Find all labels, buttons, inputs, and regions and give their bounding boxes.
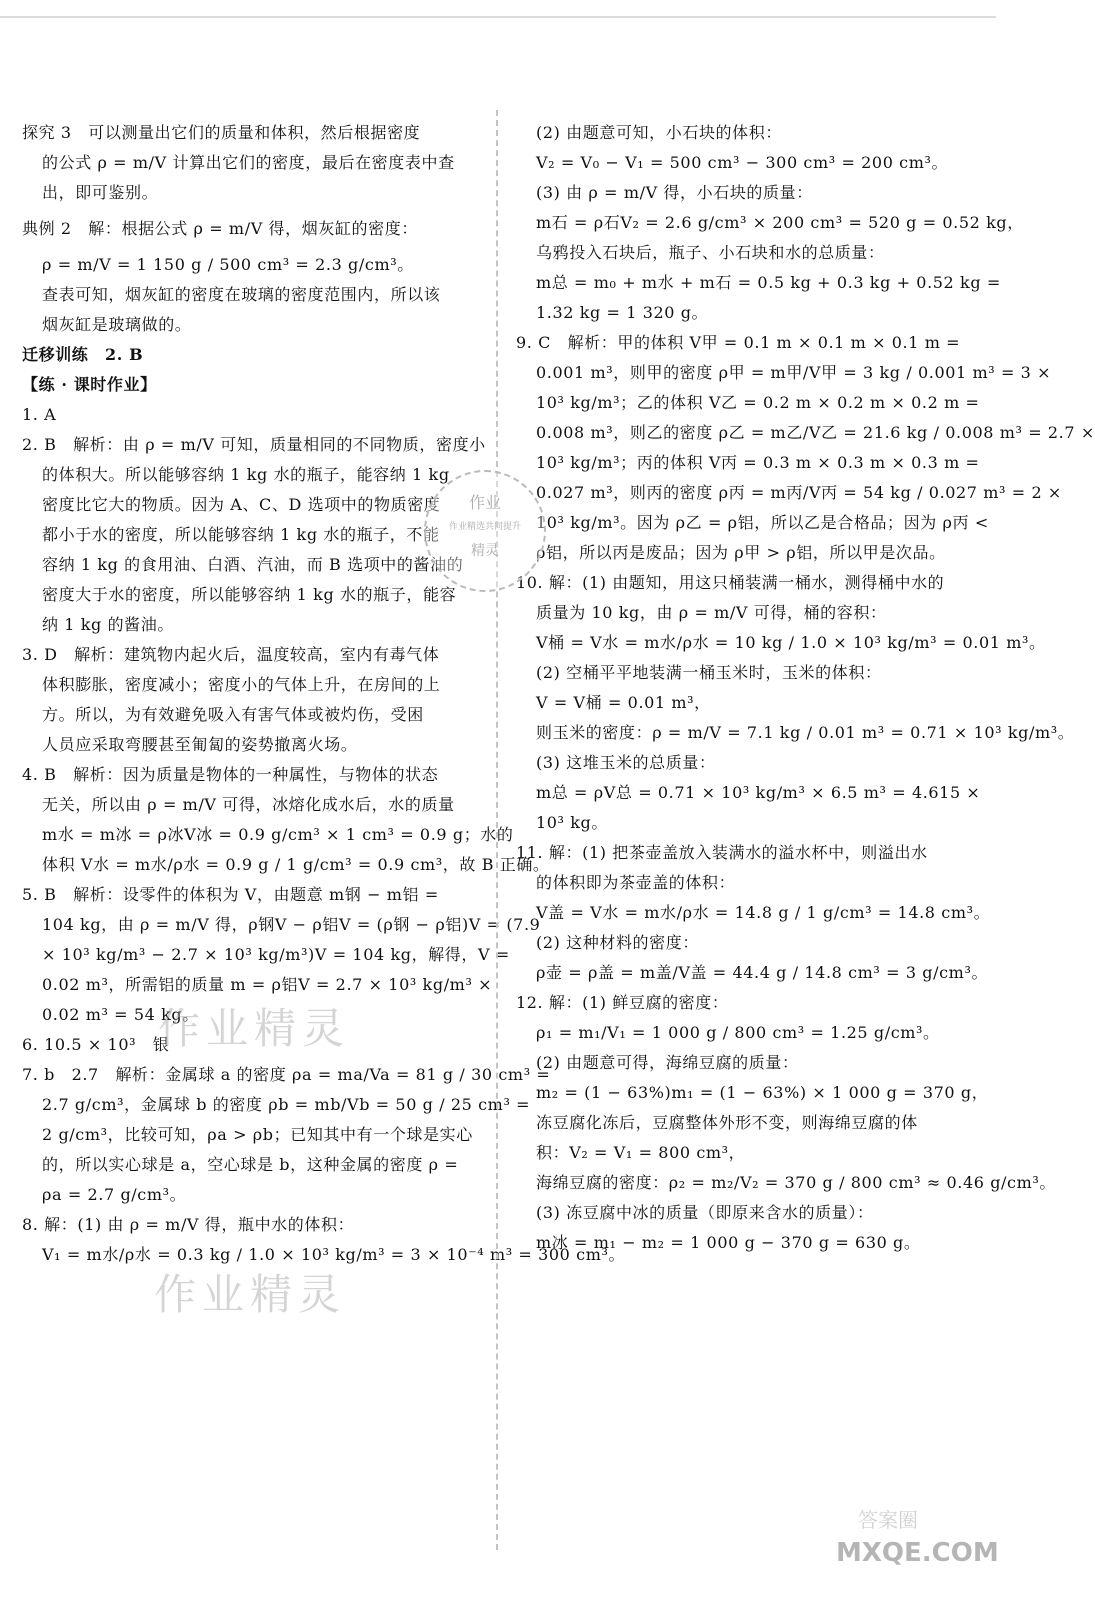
text-line: ρ₁ = m₁/V₁ = 1 000 g / 800 cm³ = 1.25 g/cm³。 [536,1023,940,1042]
text-line: (2) 由题意可得，海绵豆腐的质量： [536,1053,799,1072]
text-line: m总 = m₀ + m水 + m石 = 0.5 kg + 0.3 kg + 0.52 kg = [536,273,1001,292]
text-line: 10³ kg/m³。因为 ρ乙 = ρ铝，所以乙是合格品；因为 ρ丙 < [536,513,989,532]
text-line: 则玉米的密度：ρ = m/V = 7.1 kg / 0.01 m³ = 0.71 × 10³ kg/m³。 [536,723,1075,742]
text-line: m水 = m冰 = ρ冰V冰 = 0.9 g/cm³ × 1 cm³ = 0.9 g；水的 [42,825,514,844]
text-line: 0.008 m³，则乙的密度 ρ乙 = m乙/V乙 = 21.6 kg / 0.008 m³ = 2.7 × [536,423,1095,442]
text-line: 海绵豆腐的密度：ρ₂ = m₂/V₂ = 370 g / 800 cm³ ≈ 0.46 g/cm³。 [536,1173,1056,1192]
text-line: (3) 冻豆腐中冰的质量（即原来含水的质量）： [536,1203,874,1222]
text-line: 的体积即为茶壶盖的体积： [536,873,736,892]
text-line: 典例 2 解：根据公式 ρ = m/V 得，烟灰缸的密度： [22,219,418,238]
text-line: ρ壶 = ρ盖 = m盖/V盖 = 44.4 g / 14.8 cm³ = 3 g/cm³。 [536,963,989,982]
text-line: 质量为 10 kg，由 ρ = m/V 可得，桶的容积： [536,603,887,622]
text-line: 10³ kg。 [536,813,608,832]
text-line: (2) 由题意可知，小石块的体积： [536,123,782,142]
section-heading: 迁移训练 2. B [22,345,144,364]
text-line: V₁ = m水/ρ水 = 0.3 kg / 1.0 × 10³ kg/m³ = 3 × 10⁻⁴ m³ = 300 cm³。 [42,1245,626,1264]
text-line: m₂ = (1 − 63%)m₁ = (1 − 63%) × 1 000 g = 370 g， [536,1083,989,1102]
text-line: 2 g/cm³，比较可知，ρa > ρb；已知其中有一个球是实心 [42,1125,473,1144]
text-line: m总 = ρV总 = 0.71 × 10³ kg/m³ × 6.5 m³ = 4.615 × [536,783,981,802]
text-line: 积：V₂ = V₁ = 800 cm³， [536,1143,746,1162]
text-line: 0.027 m³，则丙的密度 ρ丙 = m丙/V丙 = 54 kg / 0.027 m³ = 2 × [536,483,1062,502]
right-column [516,118,1095,1258]
text-line: 密度比它大的物质。因为 A、C、D 选项中的物质密度 [42,495,441,514]
text-line: 0.001 m³，则甲的密度 ρ甲 = m甲/V甲 = 3 kg / 0.001 m³ = 3 × [536,363,1052,382]
answer-item: 10. 解：(1) 由题知，用这只桶装满一桶水，测得桶中水的 [516,573,945,592]
text-line: V = V桶 = 0.01 m³， [536,693,711,712]
homework-stamp [424,470,546,592]
text-line: ρa = 2.7 g/cm³。 [42,1185,187,1204]
answer-item: 3. D 解析：建筑物内起火后，温度较高，室内有毒气体 [22,645,440,664]
stamp-footer: 精灵 [471,543,499,559]
text-line: 104 kg，由 ρ = m/V 得，ρ钢V − ρ铝V = (ρ钢 − ρ铝)V = (7.9 [42,915,541,934]
text-line: 方。所以，为有效避免吸入有害气体或被灼伤，受困 [42,705,424,724]
text-line: 无关，所以由 ρ = m/V 可得，冰熔化成水后，水的质量 [42,795,455,814]
text-line: V₂ = V₀ − V₁ = 500 cm³ − 300 cm³ = 200 cm³。 [536,153,949,172]
text-line: (3) 这堆玉米的总质量： [536,753,716,772]
text-line: 10³ kg/m³；丙的体积 V丙 = 0.3 m × 0.3 m × 0.3 m = [536,453,980,472]
text-line: 的公式 ρ = m/V 计算出它们的密度，最后在密度表中查 [42,153,455,172]
site-logo: MXQE.COM [836,1538,999,1568]
text-line: 烟灰缸是玻璃做的。 [42,315,192,334]
text-line: 0.02 m³ = 54 kg。 [42,1005,199,1024]
text-line: ρ = m/V = 1 150 g / 500 cm³ = 2.3 g/cm³。 [42,255,414,274]
text-line: m冰 = m₁ − m₂ = 1 000 g − 370 g = 630 g。 [536,1233,921,1252]
text-line: 0.02 m³，所需铝的质量 m = ρ铝V = 2.7 × 10³ kg/m³ × [42,975,493,994]
text-line: 2.7 g/cm³，金属球 b 的密度 ρb = mb/Vb = 50 g / 25 cm³ = [42,1095,531,1114]
text-line: 体积膨胀，密度减小；密度小的气体上升，在房间的上 [42,675,441,694]
text-line: 10³ kg/m³；乙的体积 V乙 = 0.2 m × 0.2 m × 0.2 m = [536,393,980,412]
answer-item: 4. B 解析：因为质量是物体的一种属性，与物体的状态 [22,765,439,784]
answer-item: 1. A [22,405,57,424]
answer-item: 2. B 解析：由 ρ = m/V 可知，质量相同的不同物质，密度小 [22,435,486,454]
text-line: 查表可知，烟灰缸的密度在玻璃的密度范围内，所以该 [42,285,441,304]
text-line: 乌鸦投入石块后，瓶子、小石块和水的总质量： [536,243,885,262]
answer-item: 7. b 2.7 解析：金属球 a 的密度 ρa = ma/Va = 81 g / 30 cm³ = [22,1065,551,1084]
text-line: 纳 1 kg 的酱油。 [42,615,174,634]
watermark-text: 作业精灵 [154,1270,347,1319]
text-line: × 10³ kg/m³ − 2.7 × 10³ kg/m³)V = 104 kg，解得，V = [42,945,510,964]
text-line: 探究 3 可以测量出它们的质量和体积，然后根据密度 [22,123,421,142]
answer-item: 9. C 解析：甲的体积 V甲 = 0.1 m × 0.1 m × 0.1 m = [516,333,961,352]
column-divider [496,110,498,1550]
text-line: 1.32 kg = 1 320 g。 [536,303,709,322]
section-heading: 【练 · 课时作业】 [22,375,157,394]
text-line: 密度大于水的密度，所以能够容纳 1 kg 水的瓶子，能容 [42,585,457,604]
stamp-slogan: 作业精选共同提升 [448,522,521,532]
text-line: 体积 V水 = m水/ρ水 = 0.9 g / 1 g/cm³ = 0.9 cm³，故 B 正确。 [42,855,550,874]
answer-item: 11. 解：(1) 把茶壶盖放入装满水的溢水杯中，则溢出水 [516,843,928,862]
answer-item: 6. 10.5 × 10³ 银 [22,1035,170,1054]
text-line: V盖 = V水 = m水/ρ水 = 14.8 g / 1 g/cm³ = 14.8 cm³。 [536,903,991,922]
text-line: m石 = ρ石V₂ = 2.6 g/cm³ × 200 cm³ = 520 g = 0.52 kg， [536,213,1024,232]
text-line: 人员应采取弯腰甚至匍匐的姿势撤离火场。 [42,735,358,754]
top-rule [0,16,996,18]
site-logo-caption: 答案圈 [858,1508,918,1532]
text-line: (2) 这种材料的密度： [536,933,699,952]
text-line: (2) 空桶平平地装满一桶玉米时，玉米的体积： [536,663,882,682]
answer-item: 12. 解：(1) 鲜豆腐的密度： [516,993,729,1012]
answer-item: 5. B 解析：设零件的体积为 V，由题意 m钢 − m铝 = [22,885,439,904]
text-line: V桶 = V水 = m水/ρ水 = 10 kg / 1.0 × 10³ kg/m³ = 0.01 m³。 [536,633,1046,652]
watermark-text: 作业精灵 [158,1004,351,1053]
text-line: 冻豆腐化冻后，豆腐整体外形不变，则海绵豆腐的体 [536,1113,918,1132]
text-line: ρ铝，所以丙是废品；因为 ρ甲 > ρ铝，所以甲是次品。 [536,543,946,562]
text-line: (3) 由 ρ = m/V 得，小石块的质量： [536,183,813,202]
text-line: 容纳 1 kg 的食用油、白酒、汽油，而 B 选项中的酱油的 [42,555,464,574]
answer-item: 8. 解：(1) 由 ρ = m/V 得，瓶中水的体积： [22,1215,355,1234]
text-line: 出，即可鉴别。 [42,183,159,202]
text-line: 都小于水的密度，所以能够容纳 1 kg 水的瓶子，不能 [42,525,440,544]
text-line: 的体积大。所以能够容纳 1 kg 水的瓶子，能容纳 1 kg [42,465,450,484]
stamp-title: 作业 [468,493,501,512]
text-line: 的，所以实心球是 a，空心球是 b，这种金属的密度 ρ = [42,1155,459,1174]
